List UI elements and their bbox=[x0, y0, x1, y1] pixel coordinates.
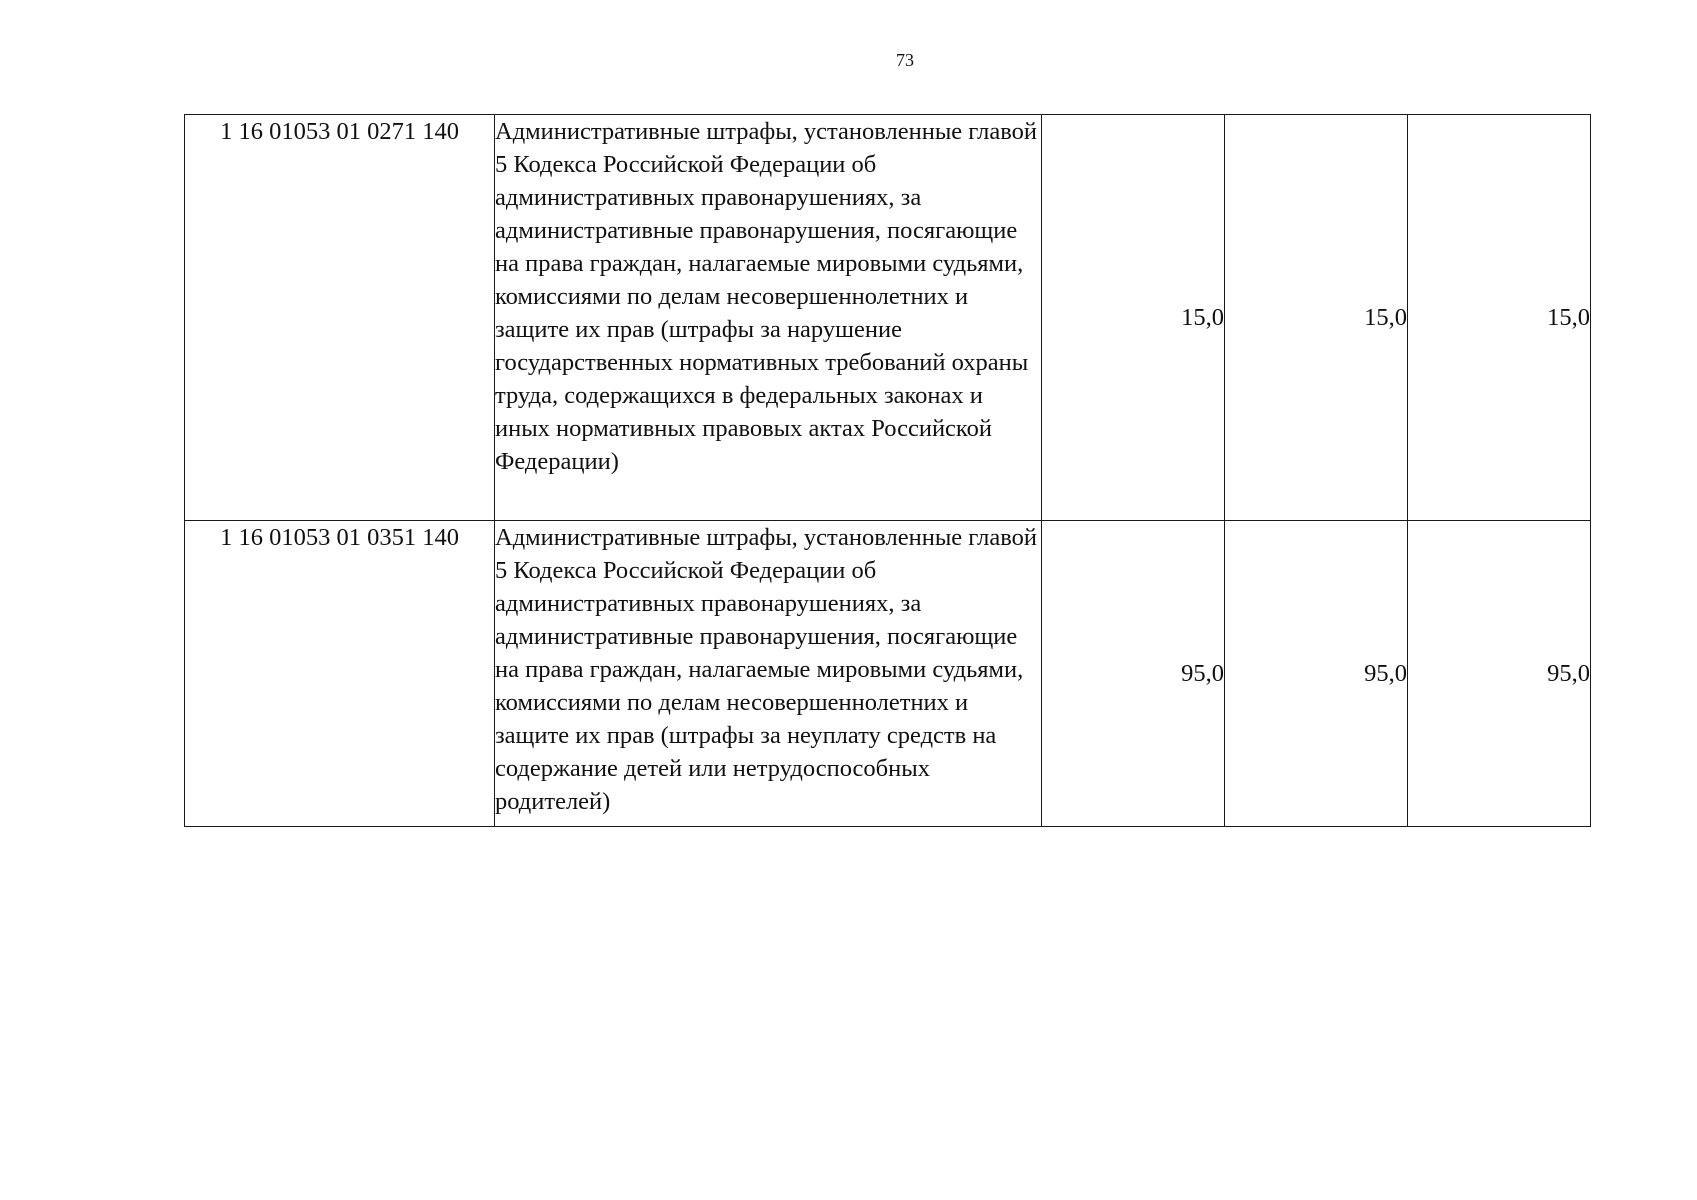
revenue-description-cell: Административные штрафы, установленные главой 5 Кодекса Российской Федерации об административных правонарушениях, за административные правонарушения, посягающие на права граждан, налагаемые мировыми судьями, комиссиями по делам несовершеннолетних и защите их прав (штрафы за неуплату средств на содержание детей или нетрудоспособных родителей) bbox=[495, 521, 1042, 827]
page-number: 73 bbox=[896, 50, 914, 70]
table-row bbox=[185, 521, 1591, 827]
amount-cell-year-1: 95,0 bbox=[1042, 521, 1225, 827]
revenue-description-cell: Административные штрафы, установленные главой 5 Кодекса Российской Федерации об административных правонарушениях, за административные правонарушения, посягающие на права граждан, налагаемые мировыми судьями, комиссиями по делам несовершеннолетних и защите их прав (штрафы за нарушение государственных нормативных требований охраны труда, содержащихся в федеральных законах и иных нормативных правовых актах Российской Федерации) bbox=[495, 115, 1042, 521]
amount-cell-year-2: 95,0 bbox=[1225, 521, 1408, 827]
budget-revenue-table bbox=[184, 114, 1591, 827]
revenue-code-cell: 1 16 01053 01 0271 140 bbox=[185, 115, 495, 521]
amount-cell-year-2: 15,0 bbox=[1225, 115, 1408, 521]
amount-cell-year-3: 95,0 bbox=[1408, 521, 1591, 827]
table-row bbox=[185, 115, 1591, 521]
revenue-code-cell: 1 16 01053 01 0351 140 bbox=[185, 521, 495, 827]
amount-cell-year-1: 15,0 bbox=[1042, 115, 1225, 521]
amount-cell-year-3: 15,0 bbox=[1408, 115, 1591, 521]
